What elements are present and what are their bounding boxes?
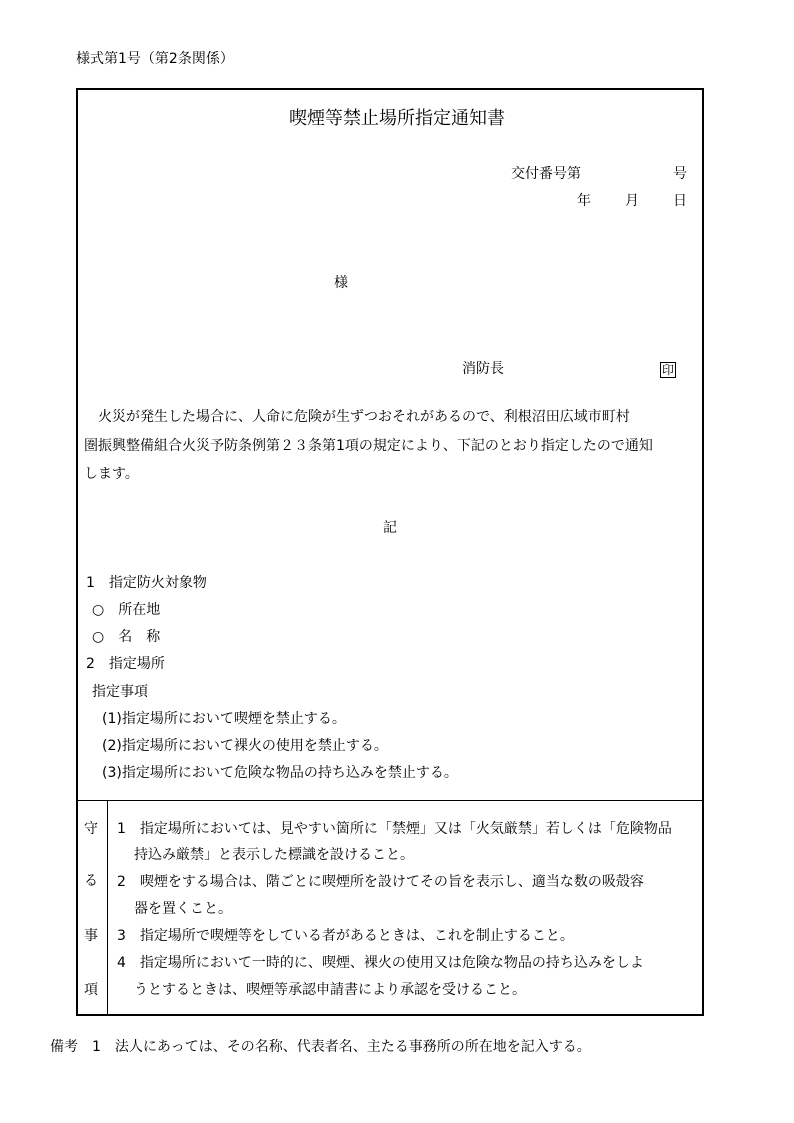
matter-1: (1)指定場所において喫煙を禁止する。	[102, 711, 346, 727]
body-text-line-3: します。	[84, 466, 139, 482]
guard-divider	[107, 800, 108, 1016]
guard-heading-char-1: 守	[84, 821, 98, 837]
issue-number-suffix: 号	[673, 166, 687, 182]
guard-rule-2-line-1: 2 喫煙をする場合は、階ごとに喫煙所を設けてその旨を表示し、適当な数の吸殻容	[117, 874, 644, 890]
matters-heading: 指定事項	[92, 684, 148, 700]
matter-3: (3)指定場所において危険な物品の持ち込みを禁止する。	[102, 765, 458, 781]
guard-rule-1-line-1: 1 指定場所においては、見やすい箇所に「禁煙」又は「火気厳禁」若しくは「危険物品	[117, 821, 672, 837]
guard-heading-char-4: 項	[84, 982, 98, 998]
guard-rule-3: 3 指定場所で喫煙等をしている者があるときは、これを制止すること。	[117, 928, 574, 944]
body-text-line-2: 圏振興整備組合火災予防条例第２３条第1項の規定により、下記のとおり指定したので通知	[84, 438, 653, 454]
date-year: 年	[577, 193, 591, 209]
date-day: 日	[673, 193, 687, 209]
seal-mark	[660, 362, 676, 378]
form-label: 様式第1号（第2条関係）	[76, 51, 234, 67]
matter-2: (2)指定場所において裸火の使用を禁止する。	[102, 738, 388, 754]
guard-rule-2-line-2: 器を置くこと。	[134, 901, 232, 917]
guard-heading-char-3: 事	[84, 928, 98, 944]
item-location: ○ 所在地	[92, 602, 161, 618]
remarks: 備考 1 法人にあっては、その名称、代表者名、主たる事務所の所在地を記入する。	[50, 1039, 591, 1055]
item-2-place: 2 指定場所	[86, 656, 165, 672]
document-title: 喫煙等禁止場所指定通知書	[289, 108, 505, 129]
guard-rule-4-line-1: 4 指定場所において一時的に、喫煙、裸火の使用又は危険な物品の持ち込みをしよ	[117, 955, 644, 971]
guard-rule-1-line-2: 持込み厳禁」と表示した標識を設けること。	[134, 847, 414, 863]
body-text-line-1: 火災が発生した場合に、人命に危険が生ずつおそれがあるので、利根沼田広域市町村	[98, 409, 630, 425]
guard-rule-4-line-2: うとするときは、喫煙等承認申請書により承認を受けること。	[134, 982, 526, 998]
item-name: ○ 名 称	[92, 629, 161, 645]
seal-mark-text: 印	[662, 363, 675, 377]
ki-label: 記	[383, 520, 397, 536]
sender-title: 消防長	[462, 361, 504, 377]
date-month: 月	[625, 193, 639, 209]
addressee-suffix: 様	[334, 275, 348, 291]
issue-number-prefix: 交付番号第	[511, 166, 581, 182]
item-1-target: 1 指定防火対象物	[86, 575, 207, 591]
guard-heading-char-2: る	[84, 873, 98, 889]
